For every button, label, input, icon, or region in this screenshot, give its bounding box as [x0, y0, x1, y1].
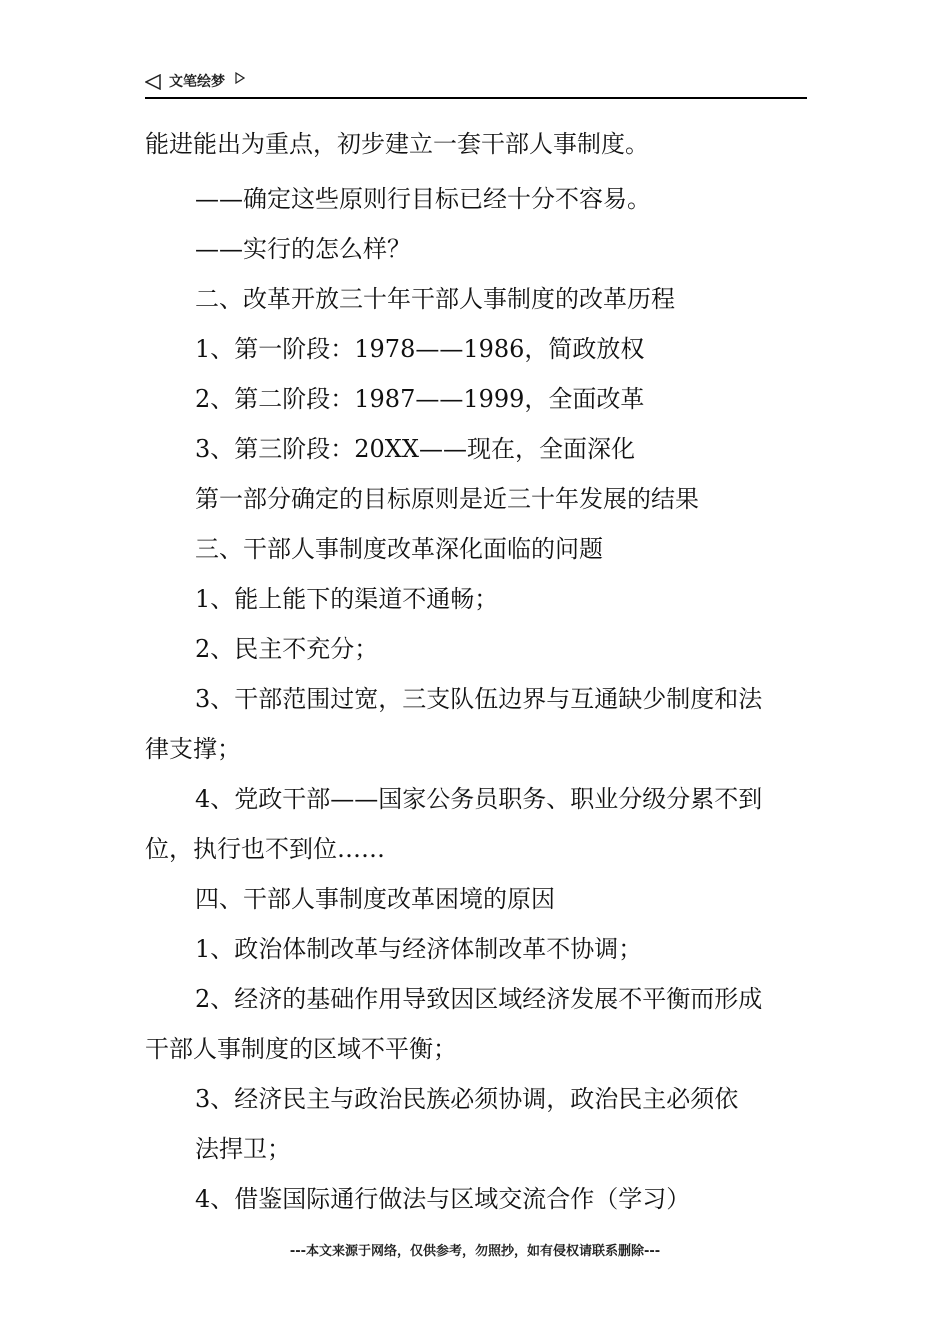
page-header	[145, 72, 807, 96]
list-item: 3、第三阶段：20XX——现在，全面深化	[195, 435, 635, 463]
triangle-right-icon	[235, 72, 245, 84]
list-item-continuation: 干部人事制度的区域不平衡；	[145, 1035, 457, 1063]
paragraph-line: ——实行的怎么样？	[195, 235, 411, 263]
list-item-continuation: 位，执行也不到位……	[145, 835, 385, 863]
section-heading: 三、干部人事制度改革深化面临的问题	[195, 535, 603, 563]
footer-notice: ---本文来源于网络，仅供参考，勿照抄，如有侵权请联系删除---	[289, 1244, 661, 1259]
triangle-left-icon	[145, 74, 161, 90]
list-item: 1、第一阶段：1978——1986，简政放权	[195, 335, 645, 363]
list-item: 1、能上能下的渠道不通畅；	[195, 585, 499, 613]
list-item-continuation: 法捍卫；	[195, 1135, 291, 1163]
paragraph-line: 第一部分确定的目标原则是近三十年发展的结果	[195, 485, 699, 513]
list-item: 4、党政干部——国家公务员职务、职业分级分累不到	[195, 785, 763, 813]
section-heading: 四、干部人事制度改革困境的原因	[195, 885, 555, 913]
list-item-continuation: 律支撑；	[145, 735, 241, 763]
list-item: 2、经济的基础作用导致因区域经济发展不平衡而形成	[195, 985, 763, 1013]
list-item: 2、民主不充分；	[195, 635, 379, 663]
list-item: 3、经济民主与政治民族必须协调，政治民主必须依	[195, 1085, 739, 1113]
header-brand: 文笔绘梦	[169, 74, 225, 90]
list-item: 3、干部范围过宽，三支队伍边界与互通缺少制度和法	[195, 685, 763, 713]
list-item: 1、政治体制改革与经济体制改革不协调；	[195, 935, 643, 963]
header-divider	[145, 97, 807, 99]
list-item: 2、第二阶段：1987——1999，全面改革	[195, 385, 645, 413]
paragraph-line: ——确定这些原则行目标已经十分不容易。	[195, 185, 651, 213]
list-item: 4、借鉴国际通行做法与区域交流合作（学习）	[195, 1185, 691, 1213]
section-heading: 二、改革开放三十年干部人事制度的改革历程	[195, 285, 675, 313]
paragraph-line: 能进能出为重点，初步建立一套干部人事制度。	[145, 130, 649, 158]
